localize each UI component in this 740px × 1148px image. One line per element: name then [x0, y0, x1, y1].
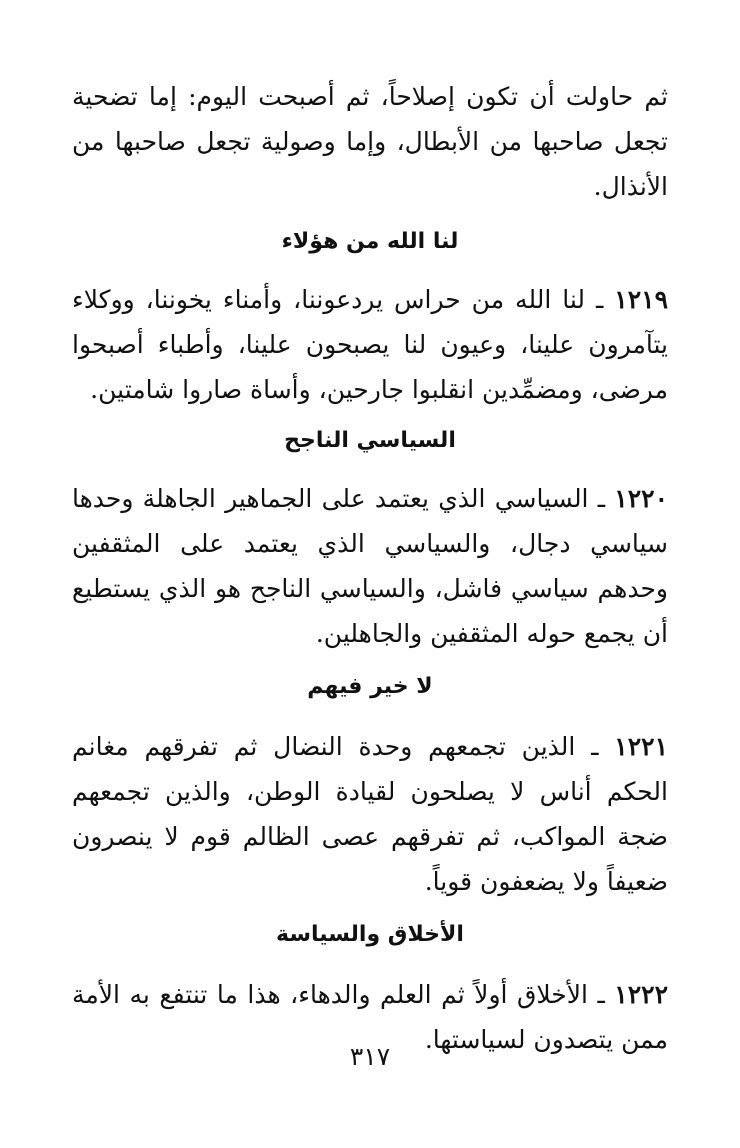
intro-paragraph: ثم حاولت أن تكون إصلاحاً، ثم أصبحت اليوم: إما تضحية تجعل صاحبها من الأبطال، وإما وصولية تجعل صاحبها من الأنذال.: [72, 82, 668, 201]
number-separator: ـ: [588, 484, 615, 513]
number-separator: ـ: [575, 732, 615, 761]
section-heading: لنا الله من هؤلاء: [281, 229, 459, 254]
section-heading: لا خير فيهم: [307, 674, 433, 699]
section-heading: السياسي الناجح: [284, 428, 456, 453]
paragraph-number: ١٢٢٠: [614, 484, 669, 513]
paragraph-number: ١٢٢٢: [614, 980, 669, 1009]
book-page: [72, 74, 668, 1062]
numbered-paragraph: [72, 724, 668, 904]
paragraph-number: ١٢١٩: [614, 285, 668, 314]
numbered-paragraph: [72, 277, 668, 412]
paragraph-text: السياسي الذي يعتمد على الجماهير الجاهلة وحدها سياسي دجال، والسياسي الذي يعتمد على المثقفين وحدهم سياسي فاشل، والسياسي الناجح هو الذي يستطيع أن يجمع حوله المثقفين والجاهلين.: [72, 484, 668, 648]
paragraph-text: لنا الله من حراس يردعوننا، وأمناء يخوننا، ووكلاء يتآمرون علينا، وعيون لنا يصبحون علينا، وأطباء أصبحوا مرضى، ومضمِّدين انقلبوا جارحين، وأساة صاروا شامتين.: [72, 285, 668, 404]
numbered-paragraph: [72, 476, 668, 656]
page-number: ٣١٧: [349, 1042, 391, 1071]
section-heading: الأخلاق والسياسة: [276, 922, 464, 947]
paragraph-number: ١٢٢١: [614, 732, 669, 761]
number-separator: ـ: [585, 285, 615, 314]
paragraph-text: الذين تجمعهم وحدة النضال ثم تفرقهم مغانم الحكم أناس لا يصلحون لقيادة الوطن، والذين تجمعهم ضجة المواكب، ثم تفرقهم عصى الظالم قوم لا ينصرون ضعيفاً ولا يضعفون قوياً.: [72, 732, 668, 896]
paragraph-text: الأخلاق أولاً ثم العلم والدهاء، هذا ما تنتفع به الأمة ممن يتصدون لسياستها.: [72, 980, 668, 1054]
number-separator: ـ: [587, 980, 615, 1009]
